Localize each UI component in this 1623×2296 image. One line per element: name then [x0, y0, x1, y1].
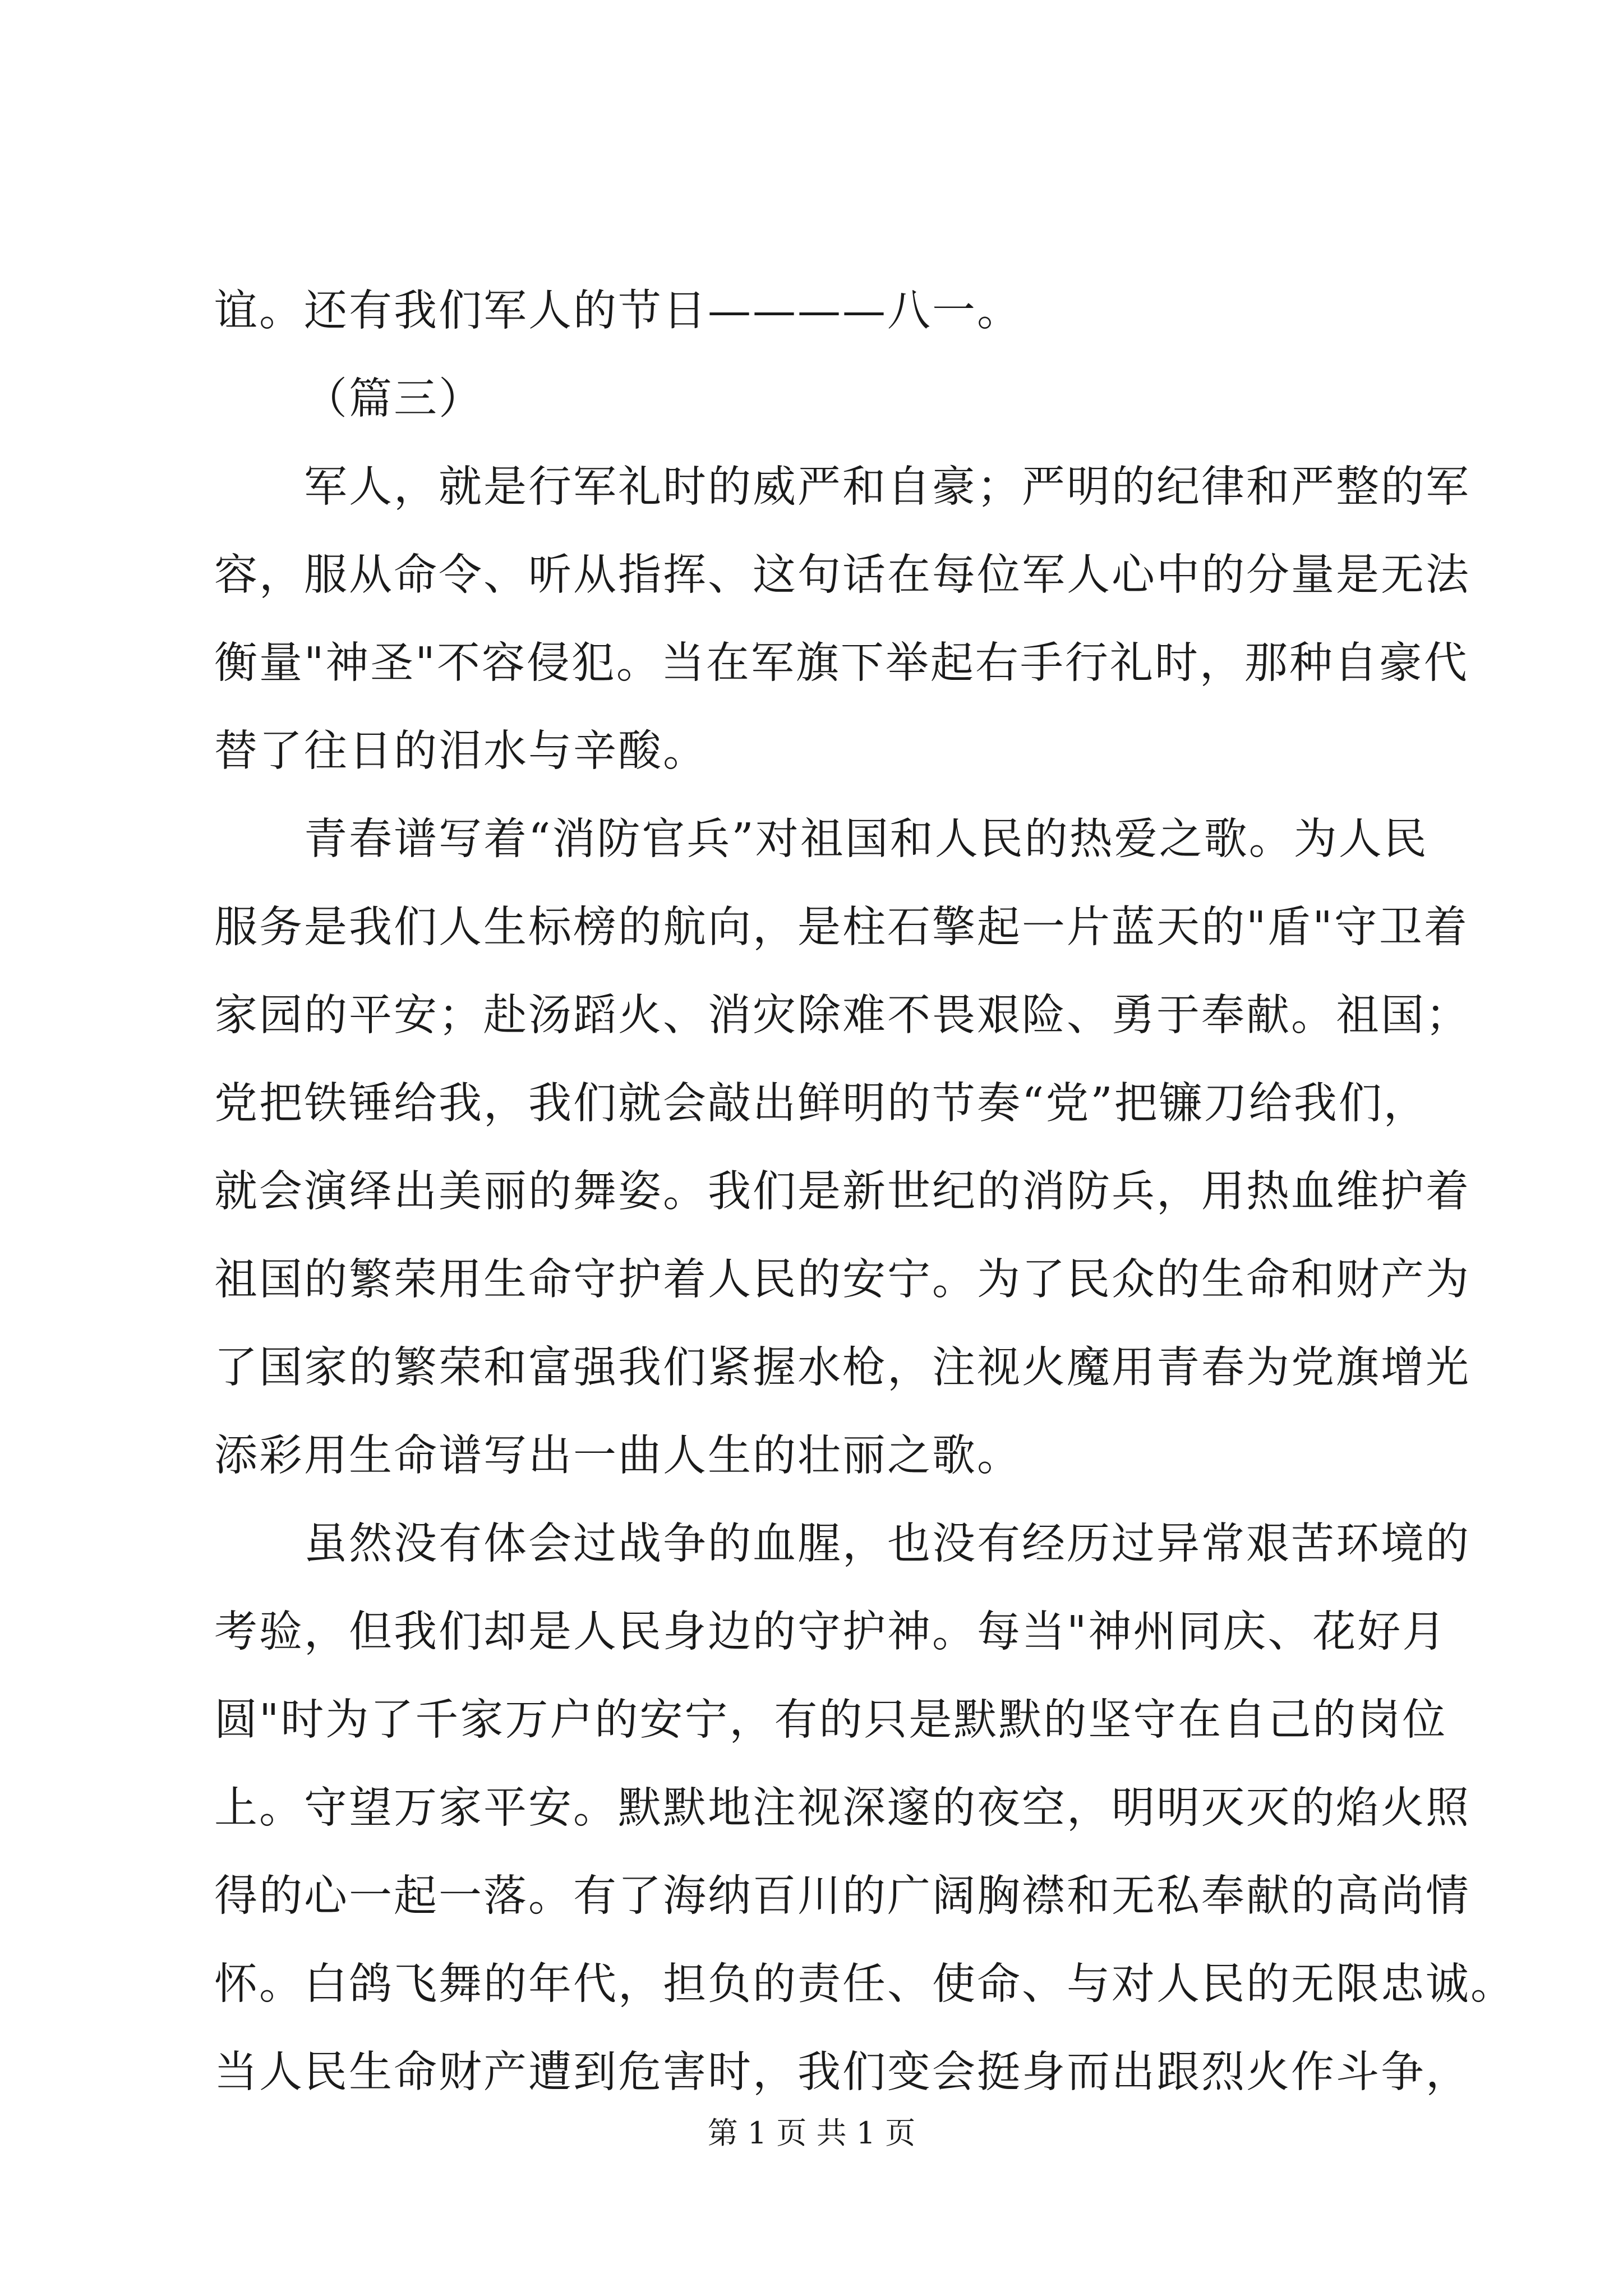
text-line: 家园的平安；赴汤蹈火、消灾除难不畏艰险、勇于奉献。祖国；	[214, 991, 1470, 1041]
text-line: 容，服从命令、听从指挥、这句话在每位军人心中的分量是无法	[214, 550, 1470, 600]
text-line: 青春谱写着“消防官兵”对祖国和人民的热爱之歌。为人民	[304, 815, 1428, 864]
page-number: 第 1 页 共 1 页	[707, 2115, 916, 2151]
text-line: 考验，但我们却是人民身边的守护神。每当"神州同庆、花好月	[214, 1607, 1447, 1657]
text-line: 祖国的繁荣用生命守护着人民的安宁。为了民众的生命和财产为	[214, 1255, 1470, 1305]
text-line: 衡量"神圣"不容侵犯。当在军旗下举起右手行礼时，那种自豪代	[214, 638, 1469, 688]
text-line: 服务是我们人生标榜的航向，是柱石擎起一片蓝天的"盾"守卫着	[214, 903, 1469, 953]
text-line: 替了往日的泪水与辛酸。	[214, 726, 708, 776]
text-line: 上。守望万家平安。默默地注视深邃的夜空，明明灭灭的焰火照	[214, 1783, 1470, 1833]
text-line: 就会演绎出美丽的舞姿。我们是新世纪的消防兵，用热血维护着	[214, 1167, 1470, 1217]
text-line: 当人民生命财产遭到危害时，我们变会挺身而出跟烈火作斗争，	[214, 2047, 1470, 2097]
text-line: 军人，就是行军礼时的威严和自豪；严明的纪律和严整的军	[304, 462, 1470, 512]
text-line: 虽然没有体会过战争的血腥，也没有经历过异常艰苦环境的	[304, 1519, 1470, 1569]
text-line: 得的心一起一落。有了海纳百川的广阔胸襟和无私奉献的高尚情	[214, 1871, 1470, 1921]
text-line: 添彩用生命谱写出一曲人生的壮丽之歌。	[214, 1431, 1022, 1481]
text-line: 怀。白鸽飞舞的年代，担负的责任、使命、与对人民的无限忠诚。	[214, 1959, 1515, 2009]
document-body	[214, 267, 1515, 2116]
page-footer	[0, 2109, 1623, 2152]
text-line: 圆"时为了千家万户的安宁，有的只是默默的坚守在自己的岗位	[214, 1695, 1447, 1745]
text-line: 党把铁锤给我，我们就会敲出鲜明的节奏“党”把镰刀给我们，	[214, 1079, 1428, 1129]
section-heading: （篇三）	[304, 374, 483, 424]
text-line: 了国家的繁荣和富强我们紧握水枪，注视火魔用青春为党旗增光	[214, 1343, 1470, 1393]
text-line: 谊。还有我们军人的节日————八一。	[214, 286, 1022, 336]
